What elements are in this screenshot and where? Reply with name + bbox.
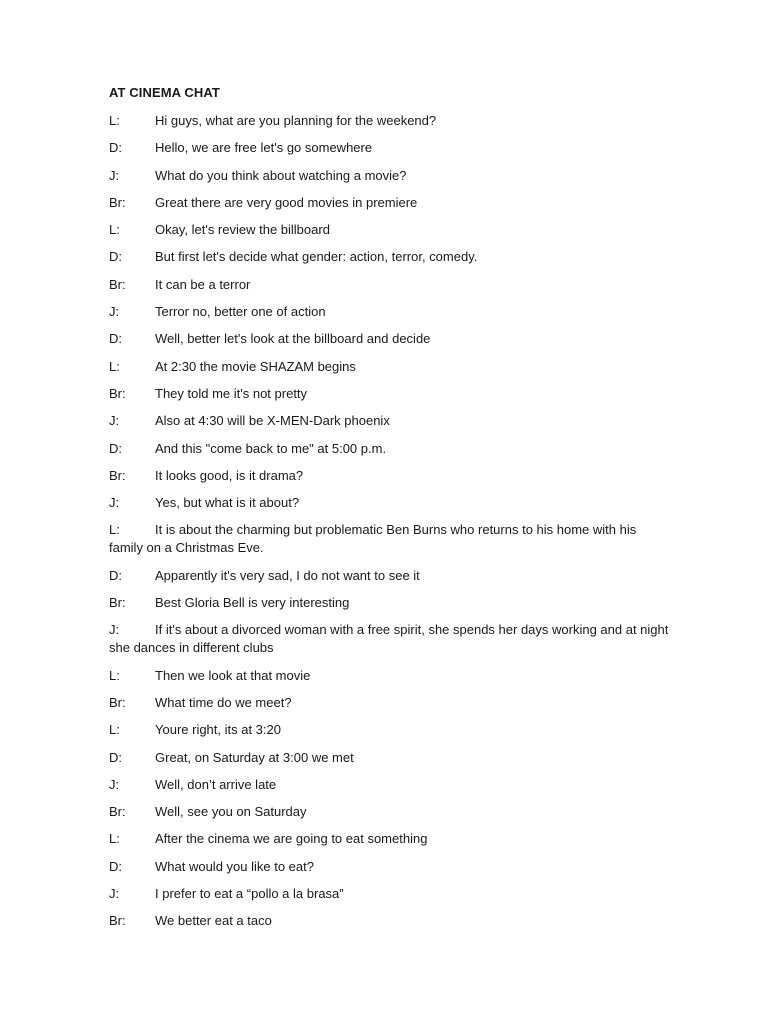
dialogue-line <box>109 694 669 712</box>
dialogue-line <box>109 248 669 266</box>
dialogue-list <box>109 112 669 940</box>
dialogue-text: Well, don’t arrive late <box>155 776 277 792</box>
dialogue-line <box>109 112 669 130</box>
dialogue-line <box>109 521 669 557</box>
dialogue-line <box>109 858 669 876</box>
dialogue-text: Apparently it's very sad, I do not want to see it <box>155 567 420 583</box>
speaker-label: L: <box>109 113 120 128</box>
dialogue-line <box>109 385 669 403</box>
speaker-label: L: <box>109 831 120 847</box>
dialogue-text: Hi guys, what are you planning for the weekend? <box>155 113 437 128</box>
dialogue-text: If it's about a divorced woman with a free spirit, she spends her days working and at night she dances in different clubs <box>109 622 669 656</box>
dialogue-text: After the cinema we are going to eat something <box>155 831 428 847</box>
speaker-label: J: <box>109 167 120 183</box>
dialogue-line <box>109 567 669 585</box>
speaker-label: D: <box>109 440 122 456</box>
dialogue-text: Great there are very good movies in premiere <box>155 194 418 210</box>
speaker-label: Br: <box>109 467 126 483</box>
dialogue-text: Yes, but what is it about? <box>155 495 300 511</box>
dialogue-line <box>109 194 669 212</box>
dialogue-line <box>109 221 669 239</box>
speaker-label: L: <box>109 358 120 374</box>
speaker-label: Br: <box>109 595 126 611</box>
dialogue-text: Then we look at that movie <box>155 667 311 683</box>
dialogue-line <box>109 667 669 685</box>
document-title: AT CINEMA CHAT <box>109 85 220 100</box>
dialogue-text: Youre right, its at 3:20 <box>155 722 281 738</box>
dialogue-line <box>109 494 669 512</box>
speaker-label: D: <box>109 567 122 583</box>
speaker-label: L: <box>109 722 120 738</box>
dialogue-text: Best Gloria Bell is very interesting <box>155 595 350 611</box>
dialogue-text: I prefer to eat a “pollo a la brasa” <box>155 886 344 902</box>
dialogue-line <box>109 885 669 903</box>
dialogue-line <box>109 776 669 794</box>
dialogue-line <box>109 330 669 348</box>
dialogue-text: We better eat a taco <box>155 913 272 929</box>
dialogue-line <box>109 621 669 657</box>
speaker-label: J: <box>109 886 120 902</box>
speaker-label: Br: <box>109 694 126 710</box>
dialogue-line <box>109 412 669 430</box>
dialogue-line <box>109 803 669 821</box>
speaker-label: L: <box>109 522 120 538</box>
dialogue-text: Hello, we are free let's go somewhere <box>155 140 373 156</box>
speaker-label: Br: <box>109 913 126 929</box>
dialogue-text: Terror no, better one of action <box>155 304 326 320</box>
dialogue-line <box>109 594 669 612</box>
dialogue-text: What would you like to eat? <box>155 858 314 874</box>
dialogue-text: Well, better let's look at the billboard and decide <box>155 331 431 347</box>
dialogue-text: What time do we meet? <box>155 694 292 710</box>
speaker-label: Br: <box>109 276 126 292</box>
speaker-label: D: <box>109 331 122 347</box>
dialogue-line <box>109 749 669 767</box>
speaker-label: D: <box>109 858 122 874</box>
dialogue-line <box>109 358 669 376</box>
speaker-label: D: <box>109 749 122 765</box>
speaker-label: Br: <box>109 385 126 401</box>
speaker-label: Br: <box>109 804 126 820</box>
dialogue-text: Well, see you on Saturday <box>155 804 307 820</box>
dialogue-line <box>109 139 669 157</box>
dialogue-text: At 2:30 the movie SHAZAM begins <box>155 358 356 374</box>
speaker-label: J: <box>109 413 120 429</box>
dialogue-text: What do you think about watching a movie? <box>155 167 407 183</box>
dialogue-line <box>109 912 669 930</box>
dialogue-text: They told me it's not pretty <box>155 385 308 401</box>
speaker-label: J: <box>109 622 120 638</box>
dialogue-line <box>109 467 669 485</box>
dialogue-text: It is about the charming but problematic Ben Burns who returns to his home with his family on a Christmas Eve. <box>109 522 637 556</box>
dialogue-text: Great, on Saturday at 3:00 we met <box>155 749 354 765</box>
speaker-label: J: <box>109 304 120 320</box>
dialogue-line <box>109 276 669 294</box>
dialogue-line <box>109 303 669 321</box>
speaker-label: J: <box>109 495 120 511</box>
dialogue-line <box>109 440 669 458</box>
speaker-label: D: <box>109 249 122 265</box>
dialogue-text: It looks good, is it drama? <box>155 467 304 483</box>
dialogue-text: But first let's decide what gender: action, terror, comedy. <box>155 249 478 265</box>
speaker-label: J: <box>109 776 120 792</box>
speaker-label: L: <box>109 667 120 683</box>
dialogue-text: It can be a terror <box>155 276 251 292</box>
dialogue-text: Also at 4:30 will be X-MEN-Dark phoenix <box>155 413 390 429</box>
dialogue-text: And this "come back to me" at 5:00 p.m. <box>155 440 387 456</box>
dialogue-text: Okay, let's review the billboard <box>155 222 330 238</box>
dialogue-line <box>109 721 669 739</box>
speaker-label: D: <box>109 140 122 156</box>
dialogue-line <box>109 167 669 185</box>
speaker-label: Br: <box>109 194 126 210</box>
dialogue-line <box>109 830 669 848</box>
speaker-label: L: <box>109 222 120 238</box>
